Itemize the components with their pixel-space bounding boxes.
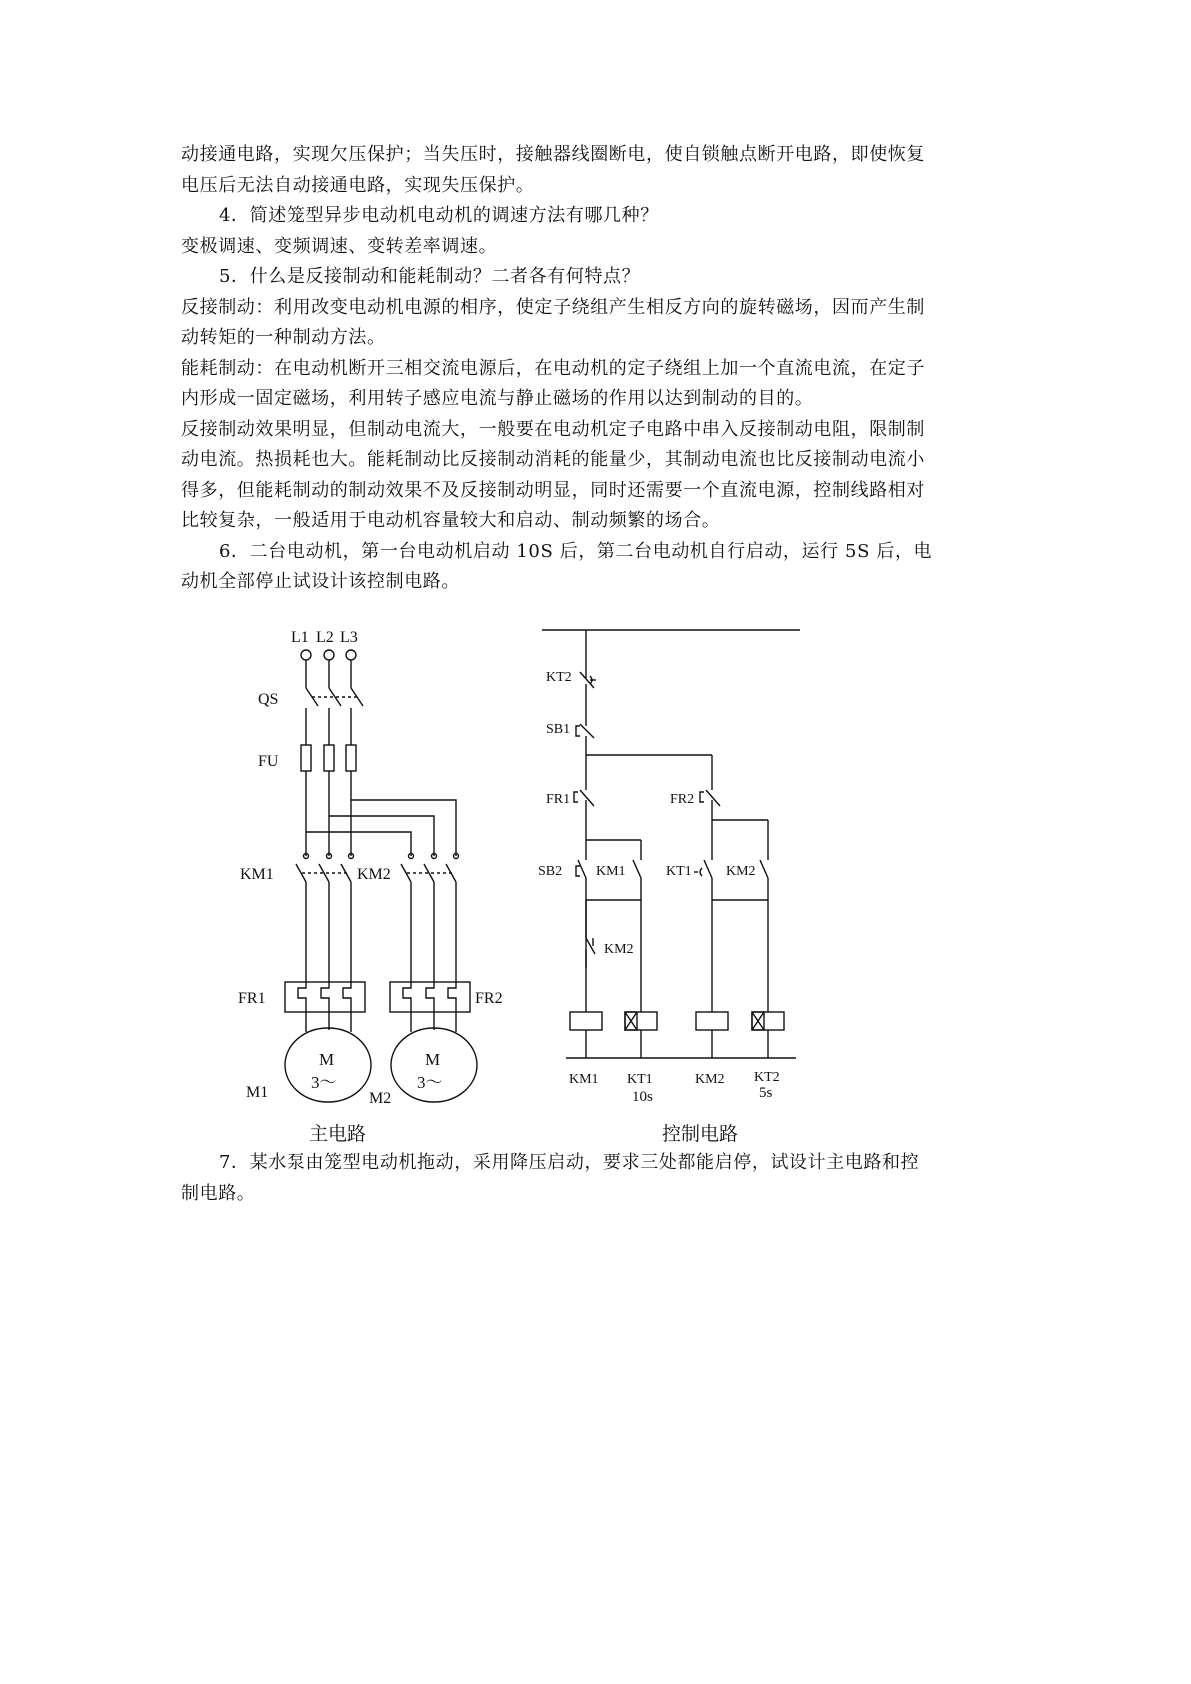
label-km2-contact: KM2 [726,864,756,879]
answer-text [181,140,1021,598]
km1-main-contacts [296,854,354,883]
coil-km1 [570,1012,602,1030]
terminal-l3 [346,650,356,660]
label-fu: FU [258,753,279,770]
label-coil-kt2: KT2 [754,1070,780,1085]
label-km2-nc: KM2 [604,942,634,957]
question-6: 6．二台电动机，第一台电动机启动 10S 后，第二台电动机自行启动，运行 5S 后，电 [219,540,933,562]
label-kt1-time: 10s [632,1089,653,1105]
km2-main-contacts [401,854,459,883]
km2-nc-contact [586,900,595,1000]
question-4: 4．简述笼型异步电动机电动机的调速方法有哪几种？ [219,205,659,226]
label-km2: KM2 [357,866,391,883]
fr1-thermal-relay [285,982,365,1012]
question-7-cont: 制电路。 [181,1182,256,1204]
paragraph-line: 动转矩的一种制动方法。 [181,327,386,348]
label-coil-km2: KM2 [695,1072,725,1087]
label-km1: KM1 [240,866,274,883]
label-fr2: FR2 [475,990,503,1007]
motor1-symbol: M [319,1050,335,1069]
motor2-phase: 3～ [417,1073,443,1092]
question-7: 7．某水泵由笼型电动机拖动，采用降压启动，要求三处都能启停，试设计主电路和控 [219,1152,920,1173]
paragraph-line: 比较复杂，一般适用于电动机容量较大和启动、制动频繁的场合。 [181,510,721,531]
label-m1: M1 [246,1084,269,1101]
main-circuit-caption: 主电路 [309,1123,367,1145]
label-fr1-contact: FR1 [546,792,571,807]
fu-fuses [301,745,356,771]
motor1-phase: 3～ [311,1073,337,1092]
label-kt2-time: 5s [759,1085,773,1101]
paragraph-line: 电压后无法自动接通电路，实现失压保护。 [181,174,535,196]
main-circuit [238,629,503,1107]
terminal-l1 [301,650,311,660]
km2-aux-contact [760,860,768,968]
label-sb2: SB2 [538,864,563,879]
circuit-figures [0,620,1191,1160]
label-sb1: SB1 [546,722,571,737]
label-l3: L3 [340,629,358,646]
kt1-timed-contact [694,860,712,968]
terminal-l2 [324,650,334,660]
fr1-nc-contact [574,790,594,840]
label-fr2-contact: FR2 [670,792,695,807]
label-m2: M2 [369,1090,392,1107]
paragraph-line: 动机全部停止试设计该控制电路。 [181,571,460,592]
fr2-nc-contact [700,790,720,820]
paragraph-line: 反接制动：利用改变电动机电源的相序，使定子绕组产生相反方向的旋转磁场，因而产生制 [181,296,925,318]
qs-switch [306,688,363,706]
coil-kt2 [752,1012,784,1030]
control-circuit [538,630,800,1105]
fr2-thermal-relay [390,982,470,1012]
paragraph-line: 内形成一固定磁场，利用转子感应电流与静止磁场的作用以达到制动的目的。 [181,388,814,409]
paragraph-line: 动电流。热损耗也大。能耗制动比反接制动消耗的能量少，其制动电流也比反接制动电流小 [181,449,925,470]
label-fr1: FR1 [238,990,266,1007]
coil-kt1 [625,1012,657,1030]
coil-km2 [696,1012,728,1030]
circuit-diagram-svg [0,620,1191,1160]
paragraph-line: 得多，但能耗制动的制动效果不及反接制动明显，同时还需要一个直流电源，控制线路相对 [181,479,925,501]
paragraph-line: 动接通电路，实现欠压保护；当失压时，接触器线圈断电，使自锁触点断开电路，即使恢复 [181,144,925,165]
kt2-nc-contact [580,668,596,720]
label-l1: L1 [291,629,309,646]
sb1-stop-button [576,720,594,755]
paragraph-line: 能耗制动：在电动机断开三相交流电源后，在电动机的定子绕组上加一个直流电流，在定子 [181,357,925,379]
label-coil-kt1: KT1 [627,1072,653,1087]
sb2-start-button [576,860,586,968]
control-circuit-caption: 控制电路 [662,1123,739,1145]
label-coil-km1: KM1 [569,1072,599,1087]
label-qs: QS [258,691,279,708]
km1-aux-contact [633,860,641,968]
question-5: 5．什么是反接制动和能耗制动？二者各有何特点？ [219,266,641,287]
paragraph-line: 反接制动效果明显，但制动电流大，一般要在电动机定子电路中串入反接制动电阻，限制制 [181,418,925,440]
label-km1-contact: KM1 [596,864,626,879]
label-l2: L2 [316,629,334,646]
motor2-symbol: M [425,1050,441,1069]
answer-4: 变极调速、变频调速、变转差率调速。 [181,235,498,257]
label-kt2-contact: KT2 [546,670,572,685]
question-7-block [181,1148,1021,1209]
label-kt1-contact: KT1 [666,864,692,879]
